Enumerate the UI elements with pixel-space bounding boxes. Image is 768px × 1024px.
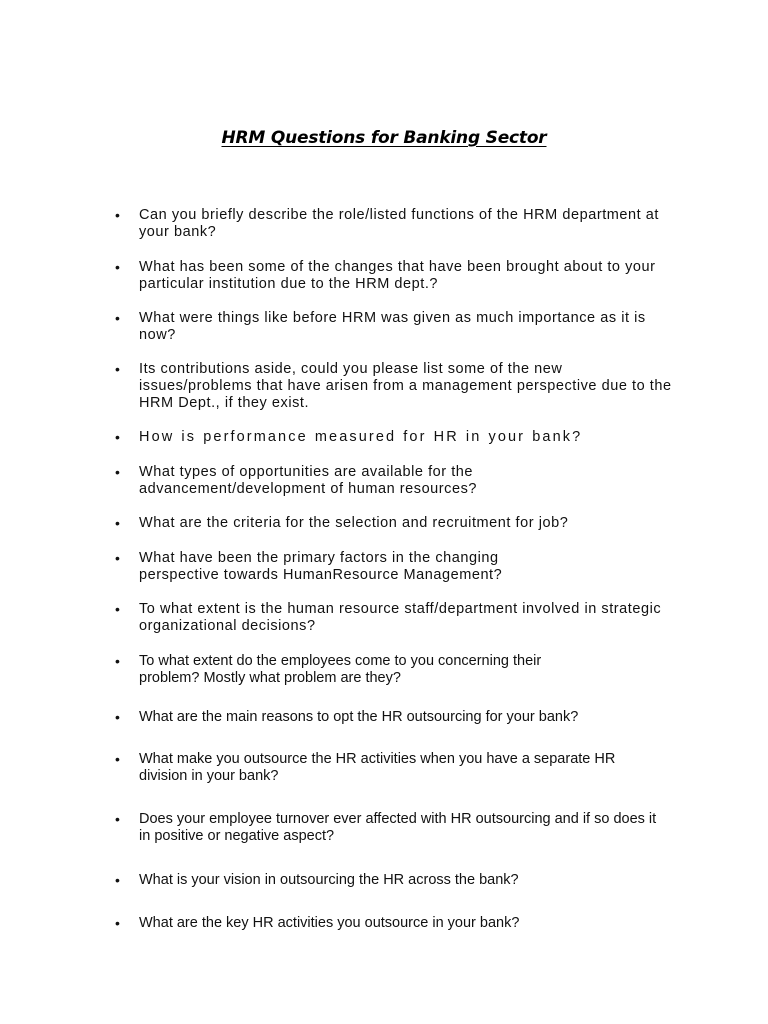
question-text: What make you outsource the HR activities when you have a separate HR division in your bank? (139, 751, 616, 784)
question-item-9 (115, 601, 675, 635)
bullet-icon: • (115, 601, 120, 617)
question-item-2 (115, 259, 675, 293)
question-item-5 (115, 429, 675, 446)
question-item-14 (115, 872, 675, 889)
question-item-4 (115, 361, 675, 412)
bullet-icon: • (115, 751, 120, 767)
question-text: To what extent do the employees come to you concerning their problem? Mostly what problem are they? (139, 653, 542, 686)
bullet-icon: • (115, 550, 120, 566)
question-item-8 (115, 550, 675, 584)
question-text: What types of opportunities are available for the advancement/development of human resources? (139, 464, 478, 497)
bullet-icon: • (115, 915, 120, 931)
question-text: What are the criteria for the selection and recruitment for job? (139, 515, 569, 531)
bullet-icon: • (115, 811, 120, 827)
question-text: What has been some of the changes that have been brought about to your particular institution due to the HRM dept.? (139, 259, 656, 292)
document-title: HRM Questions for Banking Sector (221, 128, 547, 148)
question-text: Can you briefly describe the role/listed functions of the HRM department at your bank? (139, 207, 659, 240)
question-item-12 (115, 751, 675, 785)
question-item-10 (115, 653, 675, 687)
question-item-1 (115, 207, 675, 241)
bullet-icon: • (115, 259, 120, 275)
question-text: How is performance measured for HR in your bank? (139, 429, 583, 445)
question-text: What are the main reasons to opt the HR outsourcing for your bank? (139, 709, 579, 725)
question-item-6 (115, 464, 675, 498)
question-text: Does your employee turnover ever affected with HR outsourcing and if so does it in positive or negative aspect? (139, 811, 657, 844)
question-item-11 (115, 709, 675, 726)
question-item-7 (115, 515, 675, 532)
question-text: What have been the primary factors in the changing perspective towards HumanResource Management? (139, 550, 503, 583)
question-text: What were things like before HRM was given as much importance as it is now? (139, 310, 646, 343)
bullet-icon: • (115, 207, 120, 223)
bullet-icon: • (115, 429, 120, 445)
question-text: Its contributions aside, could you please list some of the new issues/problems that have arisen from a management perspective due to the HRM Dept., if they exist. (139, 361, 672, 411)
question-text: What are the key HR activities you outsource in your bank? (139, 915, 520, 931)
bullet-icon: • (115, 872, 120, 888)
question-text: What is your vision in outsourcing the HR across the bank? (139, 872, 519, 888)
question-item-15 (115, 915, 675, 932)
bullet-icon: • (115, 709, 120, 725)
bullet-icon: • (115, 464, 120, 480)
question-text: To what extent is the human resource staff/department involved in strategic organizational decisions? (139, 601, 662, 634)
bullet-icon: • (115, 361, 120, 377)
question-item-3 (115, 310, 675, 344)
bullet-icon: • (115, 310, 120, 326)
bullet-icon: • (115, 653, 120, 669)
question-item-13 (115, 811, 675, 845)
bullet-icon: • (115, 515, 120, 531)
